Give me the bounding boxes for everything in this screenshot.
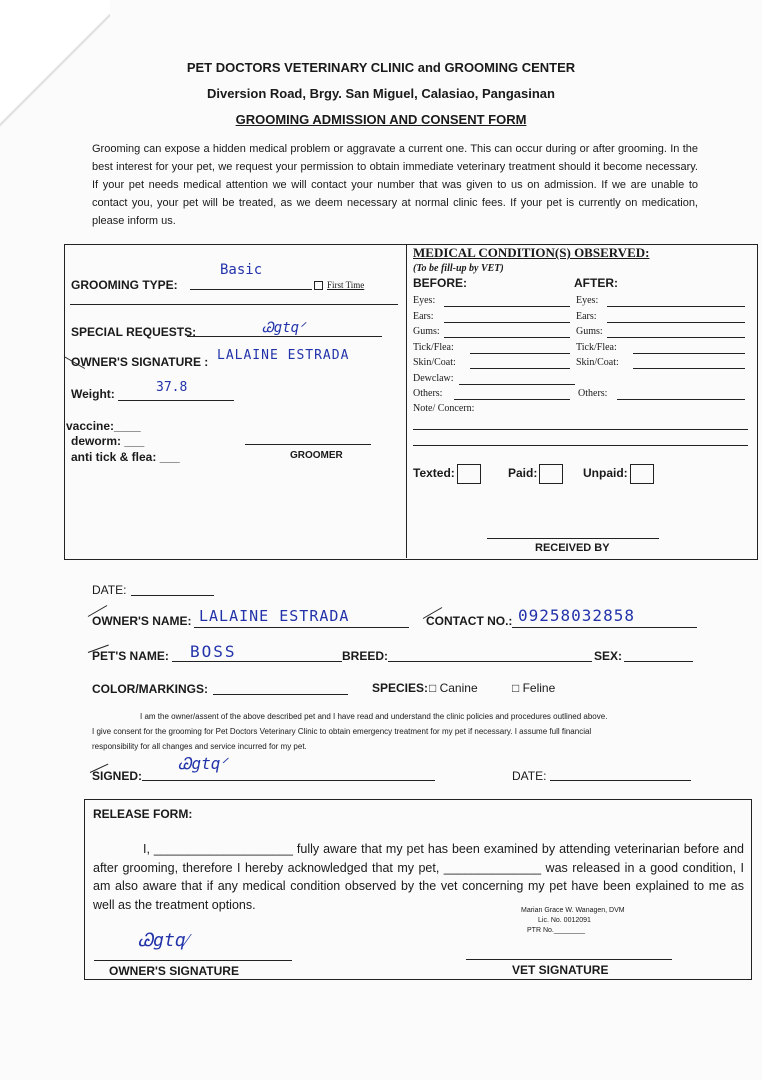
after-field-line[interactable] xyxy=(633,353,745,354)
first-time-option[interactable] xyxy=(314,280,364,290)
deworm-label: deworm: ___ xyxy=(71,434,145,448)
consent-date-line[interactable] xyxy=(550,780,691,781)
date-line[interactable] xyxy=(131,595,214,596)
release-form-title: RELEASE FORM: xyxy=(93,807,193,821)
species-canine[interactable]: □ Canine xyxy=(429,681,478,695)
special-requests-line[interactable] xyxy=(187,336,382,337)
after-field-label: Skin/Coat: xyxy=(576,357,619,368)
medical-condition-title: MEDICAL CONDITION(S) OBSERVED: xyxy=(413,245,650,260)
release-form-text: I, ____________________ fully aware that my pet has been examined by attending veterinarian before and after grooming, therefore I hereby acknowledged that my pet, ______________ was released in a good condition, I am also aware that if any medical condition observed by the vet concerning my pet have been explained to me as well as the treatment options. xyxy=(93,842,744,912)
pet-name-line[interactable] xyxy=(172,661,342,662)
before-field-label: Others: xyxy=(413,388,443,399)
texted-option[interactable] xyxy=(413,464,481,484)
grooming-type-extra-line xyxy=(70,304,398,305)
weight-label: Weight: xyxy=(71,387,115,401)
after-field-label: Ears: xyxy=(576,310,597,322)
owner-name-label: OWNER'S NAME: xyxy=(92,614,192,628)
consent-date-label: DATE: xyxy=(512,769,547,783)
release-owner-signature-label: OWNER'S SIGNATURE xyxy=(109,964,239,978)
medical-condition-subtitle: (To be fill-up by VET) xyxy=(413,263,504,274)
before-field-line[interactable] xyxy=(470,368,570,369)
after-field-label: Gums: xyxy=(576,326,603,337)
texted-checkbox[interactable] xyxy=(457,464,481,484)
form-title: GROOMING ADMISSION AND CONSENT FORM xyxy=(235,112,527,127)
before-field-label: Gums: xyxy=(413,326,440,337)
intro-paragraph: Grooming can expose a hidden medical problem or aggravate a current one. This can occur during or after grooming. In the best interest for your pet, we request your permission to obtain immediate veterinary treatment should it become necessary. If your pet needs medical attention we will contact your number that was given to us on admission. If we are unable to contact you, your pet will be treated, as we deem necessary at normal clinic fees. If your pet is currently on medication, please inform us. xyxy=(92,143,698,227)
clinic-address: Diversion Road, Brgy. San Miguel, Calasiao, Pangasinan xyxy=(207,86,555,101)
grooming-type-label: GROOMING TYPE: xyxy=(71,278,178,292)
owner-name-value: LALAINE ESTRADA xyxy=(199,607,350,625)
signed-line[interactable] xyxy=(142,780,435,781)
anti-tick-label: anti tick & flea: ___ xyxy=(71,450,180,464)
signed-label: SIGNED: xyxy=(92,769,143,783)
consent-line-3: responsibility for all changes and service incurred for my pet. xyxy=(92,742,307,751)
contact-line[interactable] xyxy=(512,627,697,628)
grooming-type-value: Basic xyxy=(220,262,263,278)
before-field-line[interactable] xyxy=(470,353,570,354)
weight-value: 37.8 xyxy=(156,380,188,395)
groomer-label: GROOMER xyxy=(290,450,343,461)
special-requests-label: SPECIAL REQUESTS: xyxy=(71,325,197,339)
vet-signature-line[interactable] xyxy=(466,959,672,960)
paid-checkbox[interactable] xyxy=(539,464,563,484)
species-label: SPECIES: xyxy=(372,681,429,695)
color-markings-line[interactable] xyxy=(213,694,348,695)
before-field-label: Skin/Coat: xyxy=(413,357,456,368)
before-field-line[interactable] xyxy=(444,306,571,307)
after-label: AFTER: xyxy=(574,276,618,290)
consent-line-1: I am the owner/assent of the above described pet and I have read and understand the clinic policies and procedures outlined above. xyxy=(140,712,608,721)
unpaid-label: Unpaid: xyxy=(583,466,628,481)
date-label: DATE: xyxy=(92,583,127,597)
vet-ptr: PTR No.________ xyxy=(527,927,585,934)
vaccine-label: vaccine:____ xyxy=(66,419,141,433)
signature-scribble-1: Ꮚgtqᐟ xyxy=(262,320,306,336)
pet-name-value: BOSS xyxy=(190,642,237,661)
pet-name-label: PET'S NAME: xyxy=(92,649,169,663)
species-canine-label: Canine xyxy=(439,681,478,695)
sex-label: SEX: xyxy=(594,649,623,663)
column-divider xyxy=(406,244,407,558)
after-field-label: Eyes: xyxy=(576,295,599,306)
before-field-label: Dewclaw: xyxy=(413,372,454,384)
species-feline[interactable]: □ Feline xyxy=(512,681,556,695)
weight-line[interactable] xyxy=(118,400,234,401)
species-feline-label: Feline xyxy=(522,681,556,695)
before-field-line[interactable] xyxy=(459,384,575,385)
note-concern-label: Note/ Concern: xyxy=(413,403,475,414)
grooming-type-line[interactable] xyxy=(190,289,312,290)
vet-signature-label: VET SIGNATURE xyxy=(512,963,609,977)
sex-line[interactable] xyxy=(624,661,693,662)
before-field-line[interactable] xyxy=(444,322,571,323)
signature-scribble-2: Ꮚgtqᐟ xyxy=(178,754,228,773)
color-markings-label: COLOR/MARKINGS: xyxy=(92,682,208,696)
owner-signature-label: OWNER'S SIGNATURE : xyxy=(71,355,209,369)
after-field-line[interactable] xyxy=(617,399,745,400)
signature-scribble-3: Ꮚgtq⁄ xyxy=(138,930,189,951)
received-by-label: RECEIVED BY xyxy=(535,542,610,554)
owner-name-line[interactable] xyxy=(194,627,409,628)
consent-line-2: I give consent for the grooming for Pet Doctors Veterinary Clinic to obtain emergency treatment for my pet if necessary. I assume full financial xyxy=(92,727,592,736)
vet-name: Marian Grace W. Wanagen, DVM xyxy=(521,907,625,914)
note-line-2[interactable] xyxy=(413,445,748,446)
note-line-1[interactable] xyxy=(413,429,748,430)
unpaid-option[interactable] xyxy=(583,464,654,484)
clinic-name: PET DOCTORS VETERINARY CLINIC and GROOMING CENTER xyxy=(186,60,576,75)
contact-label: CONTACT NO.: xyxy=(426,614,513,628)
after-field-line[interactable] xyxy=(607,337,746,338)
vet-license: Lic. No. 0012091 xyxy=(538,917,591,924)
first-time-label: First Time xyxy=(327,280,365,290)
before-label: BEFORE: xyxy=(413,276,467,290)
paid-option[interactable] xyxy=(508,464,563,484)
unpaid-checkbox[interactable] xyxy=(630,464,654,484)
after-field-label: Tick/Flea: xyxy=(576,341,617,353)
before-field-line[interactable] xyxy=(444,337,571,338)
breed-line[interactable] xyxy=(388,661,592,662)
received-by-line[interactable] xyxy=(487,538,659,539)
before-field-label: Tick/Flea: xyxy=(413,341,454,353)
paid-label: Paid: xyxy=(508,466,538,481)
after-field-label: Others: xyxy=(578,388,608,399)
texted-label: Texted: xyxy=(413,466,455,481)
after-field-line[interactable] xyxy=(607,322,746,323)
after-field-line[interactable] xyxy=(607,306,746,307)
before-field-label: Ears: xyxy=(413,310,434,322)
after-field-line[interactable] xyxy=(633,368,745,369)
owner-signature-line[interactable] xyxy=(94,960,292,961)
groomer-line[interactable] xyxy=(245,444,371,445)
before-field-label: Eyes: xyxy=(413,295,436,306)
before-field-line[interactable] xyxy=(454,399,570,400)
contact-value: 09258032858 xyxy=(518,606,635,625)
owner-signature-value: LALAINE ESTRADA xyxy=(217,348,350,363)
first-time-checkbox[interactable] xyxy=(314,281,323,290)
breed-label: BREED: xyxy=(342,649,389,663)
